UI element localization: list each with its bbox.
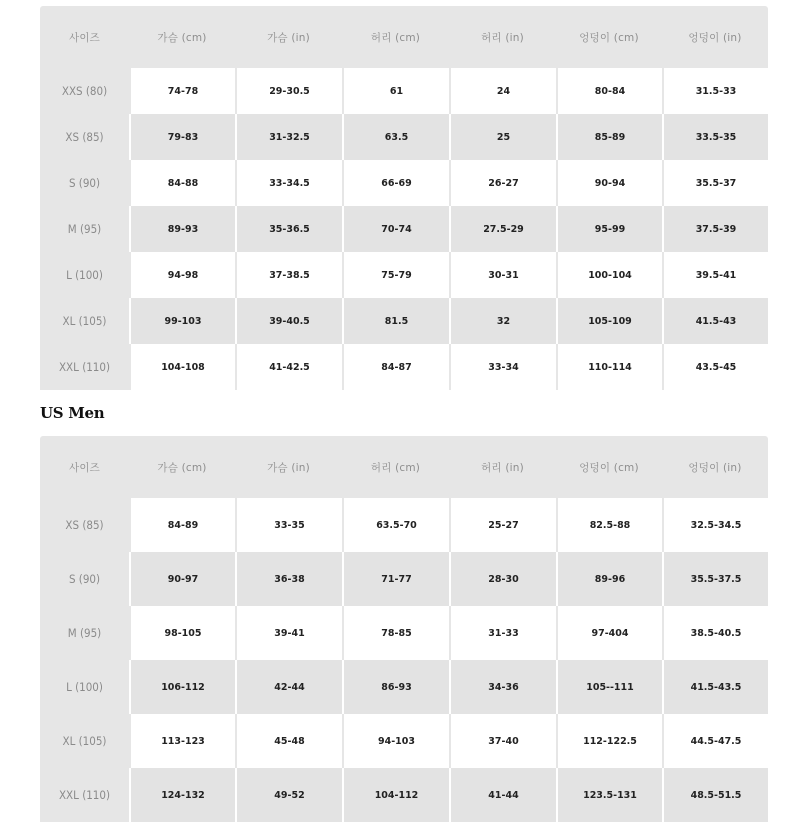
measurement-cell: 26-27 <box>449 160 556 206</box>
measurement-cell: 24 <box>449 68 556 114</box>
table-row <box>40 552 768 606</box>
measurement-column-header: 가슴 (cm) <box>157 31 207 44</box>
measurement-cell: 33-34 <box>449 344 556 390</box>
measurement-cell: 31.5-33 <box>662 68 768 114</box>
measurement-cell: 49-52 <box>235 768 342 822</box>
measurement-cell: 32.5-34.5 <box>662 498 768 552</box>
size-label: XL (105) <box>40 298 129 344</box>
size-label: XS (85) <box>40 114 129 160</box>
measurement-column-header: 가슴 (in) <box>267 31 310 44</box>
measurement-cell: 31-32.5 <box>235 114 342 160</box>
measurement-cell: 36-38 <box>235 552 342 606</box>
measurement-column-header: 엉덩이 (cm) <box>579 31 639 44</box>
measurement-cell: 41.5-43.5 <box>662 660 768 714</box>
header-row <box>40 436 768 498</box>
measurement-cell: 80-84 <box>556 68 662 114</box>
table-row <box>40 114 768 160</box>
section-heading: US Men <box>40 404 105 422</box>
table-row <box>40 252 768 298</box>
measurement-cell: 79-83 <box>129 114 235 160</box>
measurement-cell: 112-122.5 <box>556 714 662 768</box>
measurement-cell: 39.5-41 <box>662 252 768 298</box>
measurement-cell: 30-31 <box>449 252 556 298</box>
size-chart-table <box>40 436 768 822</box>
measurement-cell: 85-89 <box>556 114 662 160</box>
measurement-cell: 39-40.5 <box>235 298 342 344</box>
measurement-cell: 25-27 <box>449 498 556 552</box>
table-row <box>40 206 768 252</box>
table-body <box>40 68 768 390</box>
measurement-column-header: 엉덩이 (in) <box>688 31 742 44</box>
measurement-cell: 75-79 <box>342 252 449 298</box>
measurement-column-header: 허리 (in) <box>481 31 524 44</box>
measurement-cell: 25 <box>449 114 556 160</box>
table-row <box>40 606 768 660</box>
measurement-cell: 33.5-35 <box>662 114 768 160</box>
measurement-cell: 78-85 <box>342 606 449 660</box>
measurement-cell: 31-33 <box>449 606 556 660</box>
size-label: XXS (80) <box>40 68 129 114</box>
measurement-cell: 66-69 <box>342 160 449 206</box>
measurement-cell: 123.5-131 <box>556 768 662 822</box>
size-chart-table <box>40 6 768 390</box>
table-row <box>40 344 768 390</box>
measurement-cell: 37-40 <box>449 714 556 768</box>
measurement-cell: 95-99 <box>556 206 662 252</box>
measurement-cell: 43.5-45 <box>662 344 768 390</box>
measurement-cell: 94-98 <box>129 252 235 298</box>
measurement-cell: 48.5-51.5 <box>662 768 768 822</box>
measurement-cell: 37-38.5 <box>235 252 342 298</box>
measurement-cell: 84-87 <box>342 344 449 390</box>
measurement-cell: 44.5-47.5 <box>662 714 768 768</box>
measurement-cell: 33-35 <box>235 498 342 552</box>
measurement-cell: 35-36.5 <box>235 206 342 252</box>
measurement-cell: 41.5-43 <box>662 298 768 344</box>
measurement-cell: 89-93 <box>129 206 235 252</box>
measurement-cell: 124-132 <box>129 768 235 822</box>
table-row <box>40 68 768 114</box>
size-label: M (95) <box>40 606 129 660</box>
measurement-cell: 70-74 <box>342 206 449 252</box>
table-row <box>40 298 768 344</box>
measurement-cell: 110-114 <box>556 344 662 390</box>
measurement-cell: 106-112 <box>129 660 235 714</box>
measurement-column-header: 허리 (in) <box>481 461 524 474</box>
size-label: L (100) <box>40 252 129 298</box>
measurement-cell: 45-48 <box>235 714 342 768</box>
table-row <box>40 160 768 206</box>
measurement-cell: 90-97 <box>129 552 235 606</box>
measurement-column-header: 허리 (cm) <box>370 31 421 44</box>
size-label: XS (85) <box>40 498 129 552</box>
table-row <box>40 660 768 714</box>
measurement-cell: 41-44 <box>449 768 556 822</box>
measurement-cell: 90-94 <box>556 160 662 206</box>
measurement-cell: 113-123 <box>129 714 235 768</box>
measurement-cell: 99-103 <box>129 298 235 344</box>
size-label: M (95) <box>40 206 129 252</box>
measurement-cell: 61 <box>342 68 449 114</box>
size-column-header: 사이즈 <box>68 31 101 44</box>
measurement-cell: 97-404 <box>556 606 662 660</box>
measurement-cell: 71-77 <box>342 552 449 606</box>
size-label: S (90) <box>40 552 129 606</box>
measurement-cell: 39-41 <box>235 606 342 660</box>
size-label: XXL (110) <box>40 344 129 390</box>
measurement-cell: 105-109 <box>556 298 662 344</box>
header-row <box>40 6 768 68</box>
measurement-cell: 29-30.5 <box>235 68 342 114</box>
size-label: XXL (110) <box>40 768 129 822</box>
measurement-cell: 84-89 <box>129 498 235 552</box>
measurement-cell: 35.5-37 <box>662 160 768 206</box>
table-body <box>40 498 768 822</box>
measurement-cell: 105--111 <box>556 660 662 714</box>
measurement-cell: 104-108 <box>129 344 235 390</box>
measurement-cell: 84-88 <box>129 160 235 206</box>
size-label: L (100) <box>40 660 129 714</box>
measurement-cell: 27.5-29 <box>449 206 556 252</box>
measurement-cell: 104-112 <box>342 768 449 822</box>
size-column-header: 사이즈 <box>68 461 101 474</box>
size-table-women <box>40 6 768 390</box>
table-header <box>40 6 768 68</box>
measurement-cell: 33-34.5 <box>235 160 342 206</box>
table-header <box>40 436 768 498</box>
measurement-cell: 100-104 <box>556 252 662 298</box>
table-row <box>40 498 768 552</box>
measurement-column-header: 엉덩이 (cm) <box>579 461 639 474</box>
measurement-cell: 34-36 <box>449 660 556 714</box>
measurement-cell: 82.5-88 <box>556 498 662 552</box>
size-table-us-men <box>40 436 768 816</box>
measurement-cell: 35.5-37.5 <box>662 552 768 606</box>
measurement-cell: 28-30 <box>449 552 556 606</box>
measurement-cell: 41-42.5 <box>235 344 342 390</box>
measurement-cell: 98-105 <box>129 606 235 660</box>
measurement-cell: 38.5-40.5 <box>662 606 768 660</box>
measurement-cell: 63.5 <box>342 114 449 160</box>
table-row <box>40 768 768 822</box>
measurement-cell: 32 <box>449 298 556 344</box>
measurement-cell: 86-93 <box>342 660 449 714</box>
size-label: XL (105) <box>40 714 129 768</box>
measurement-cell: 74-78 <box>129 68 235 114</box>
measurement-cell: 42-44 <box>235 660 342 714</box>
measurement-cell: 81.5 <box>342 298 449 344</box>
measurement-cell: 63.5-70 <box>342 498 449 552</box>
measurement-column-header: 엉덩이 (in) <box>688 461 742 474</box>
measurement-cell: 94-103 <box>342 714 449 768</box>
size-label: S (90) <box>40 160 129 206</box>
measurement-cell: 89-96 <box>556 552 662 606</box>
measurement-column-header: 가슴 (cm) <box>157 461 207 474</box>
table-row <box>40 714 768 768</box>
measurement-column-header: 허리 (cm) <box>370 461 421 474</box>
measurement-cell: 37.5-39 <box>662 206 768 252</box>
measurement-column-header: 가슴 (in) <box>267 461 310 474</box>
